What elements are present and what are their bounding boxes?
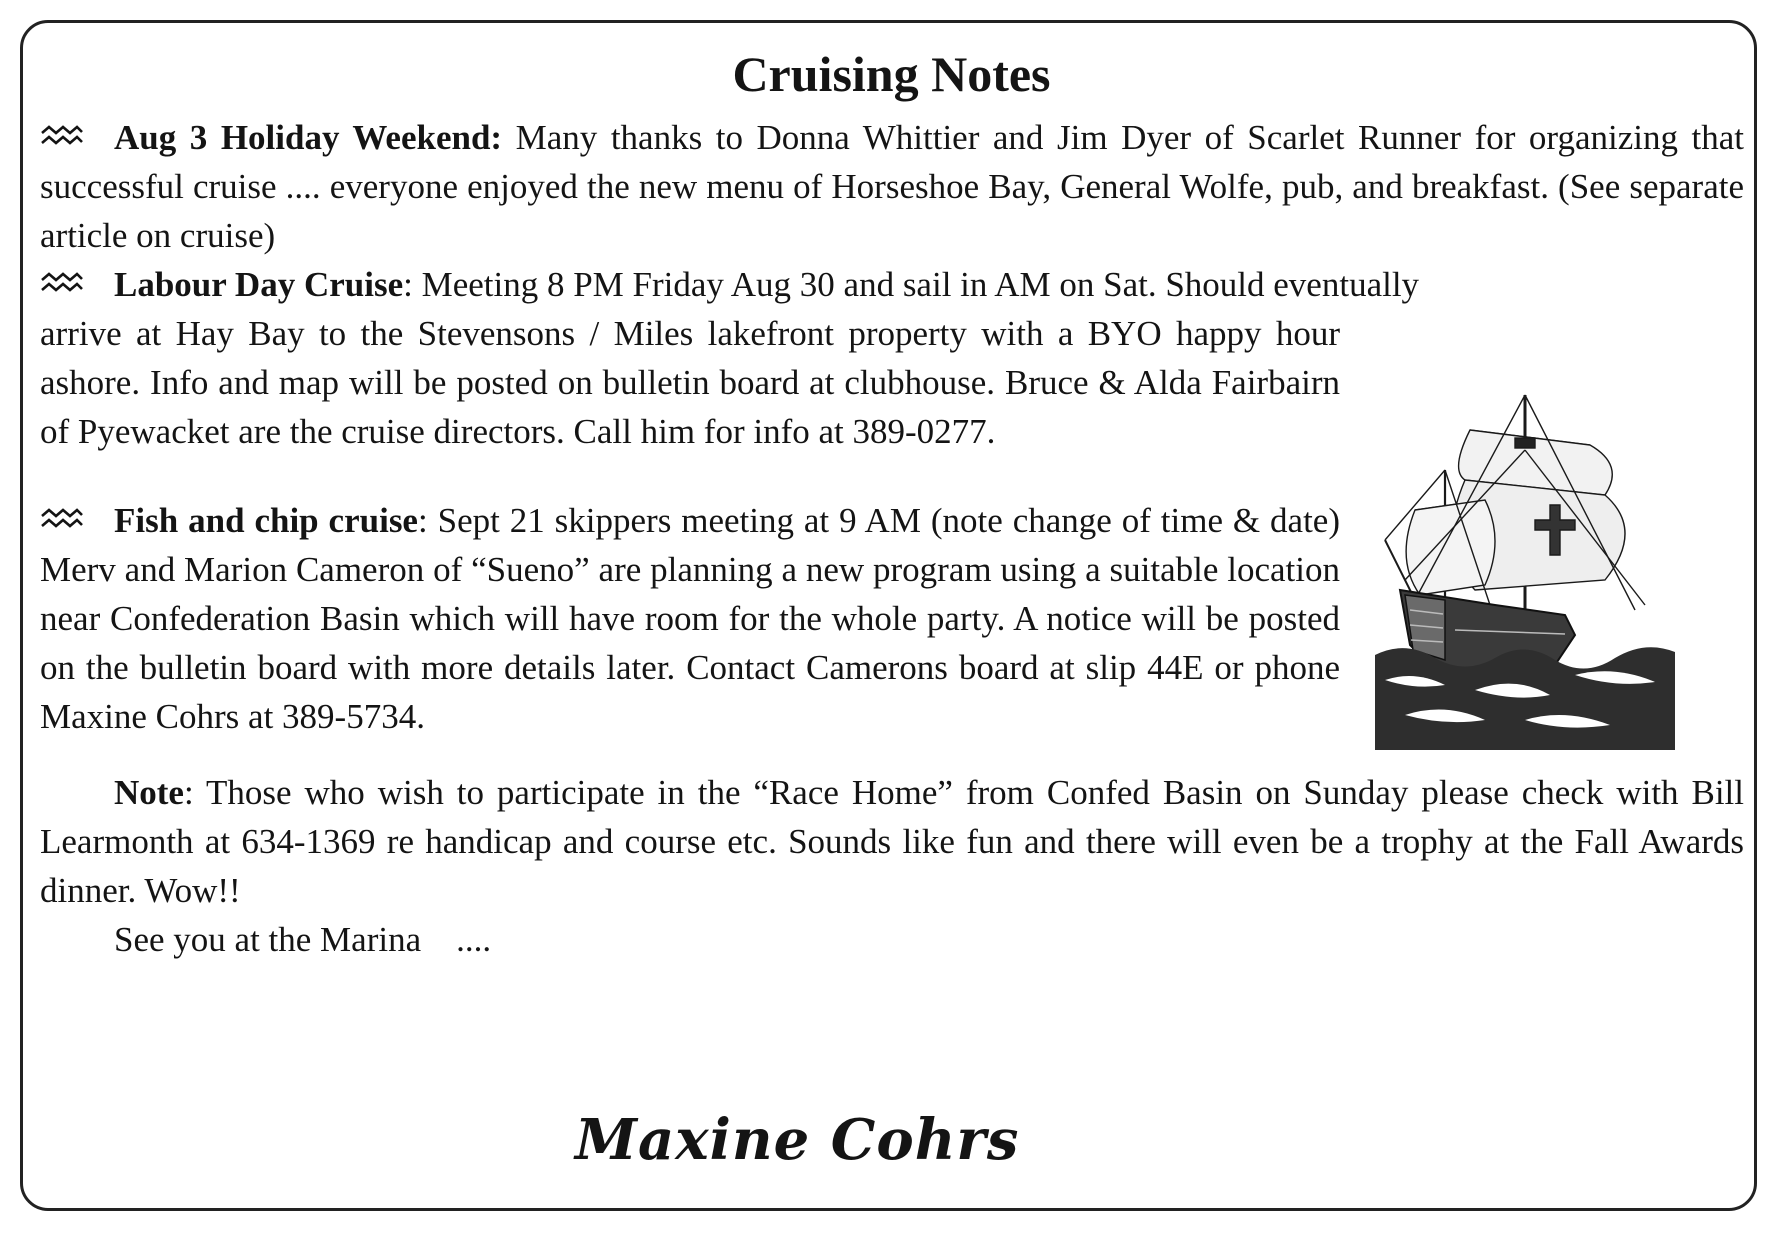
item-heading: Labour Day Cruise [114, 265, 404, 304]
page-title: Cruising Notes [732, 46, 1051, 102]
signature: Maxine Cohrs [575, 1107, 1020, 1173]
item-body: : Meeting 8 PM Friday Aug 30 and sail in AM on Sat. Should eventually [403, 265, 1420, 304]
item-body: Many thanks to Donna Whittier and Jim Dyer of Scarlet Runner for organizing that successful cruise .... everyone enjoyed the new menu of Horseshoe Bay, General Wolfe, pub, and breakfast. (See separate article on cruise) [40, 118, 1744, 255]
note-body: : Those who wish to participate in the “Race Home” from Confed Basin on Sunday please check with Bill Learmonth at 634-1369 re handicap and course etc. Sounds like fun and there will even be a trophy at the Fall Awards dinner. Wow!! [40, 773, 1744, 910]
aquarius-wave-icon [40, 124, 84, 146]
aquarius-wave-icon [40, 271, 84, 293]
note-item-holiday-weekend [40, 113, 1744, 260]
item-body: : Sept 21 skippers meeting at 9 AM (note change of time & date) Merv and Marion Cameron of “Sueno” are planning a new program using a suitable location near Confederation Basin which will have room for the whole party. A notice will be posted on the bulletin board with more details later. Contact Camerons board at slip 44E or phone Maxine Cohrs at 389-5734. [40, 501, 1340, 736]
item-heading: Aug 3 Holiday Weekend: [114, 118, 503, 157]
closing-text: See you at the Marina .... [114, 920, 492, 959]
note-item-fish-and-chip [40, 496, 1340, 741]
item-heading: Fish and chip cruise [114, 501, 418, 540]
sailing-ship-icon [1375, 390, 1675, 750]
note-heading: Note [114, 773, 184, 812]
race-home-note [40, 768, 1744, 915]
aquarius-wave-icon [40, 507, 84, 529]
note-item-labour-day [40, 260, 1744, 309]
closing-line [40, 915, 1744, 964]
note-item-labour-day-continued: arrive at Hay Bay to the Stevensons / Miles lakefront property with a BYO happy hour ashore. Info and map will be posted on bulletin board at clubhouse. Bruce & Alda Fairbairn of Pyewacket are the cruise directors. Call him for info at 389-0277. [40, 314, 1340, 451]
